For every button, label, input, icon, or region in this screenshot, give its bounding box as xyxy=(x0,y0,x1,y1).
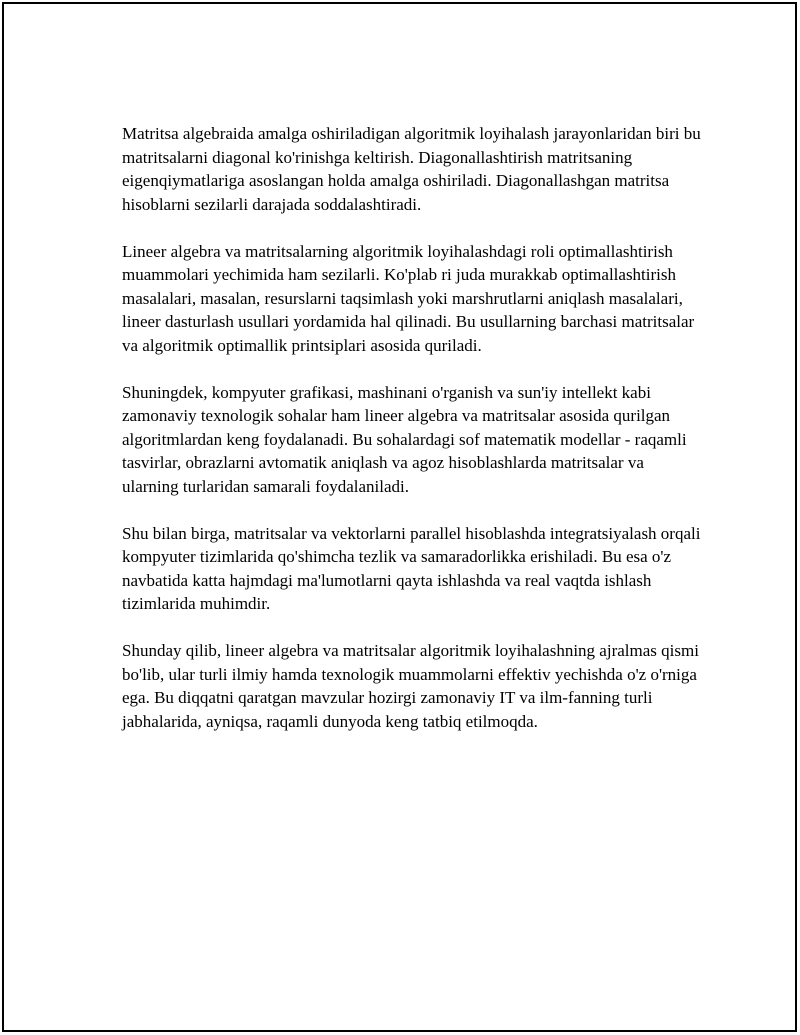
paragraph-4: Shu bilan birga, matritsalar va vektorlarni parallel hisoblashda integratsiyalash orqali kompyuter tizimlarida qo'shimcha tezlik va samaradorlikka erishiladi. Bu esa o'z navbatida katta hajmdagi ma'lumotlarni qayta ishlashda va real vaqtda ishlash tizimlarida muhimdir. xyxy=(122,523,701,613)
document-body xyxy=(122,122,704,757)
paragraph-2: Lineer algebra va matritsalarning algoritmik loyihalashdagi roli optimallashtirish muammolari yechimida ham sezilarli. Ko'plab ri juda murakkab optimallashtirish masalalari, masalan, resurslarni taqsimlash yoki marshrutlarni aniqlash masalalari, lineer dasturlash usullari yordamida hal qilinadi. Bu usullarning barchasi matritsalar va algoritmik optimallik printsiplari asosida quriladi. xyxy=(122,241,695,355)
paragraph-1: Matritsa algebraida amalga oshiriladigan algoritmik loyihalash jarayonlaridan biri bu matritsalarni diagonal ko'rinishga keltirish. Diagonallashtirish matritsaning eigenqiymatlariga asoslangan holda amalga oshiriladi. Diagonallashgan matritsa hisoblarni sezilarli darajada soddalashtiradi. xyxy=(122,124,701,214)
paragraph-3: Shuningdek, kompyuter grafikasi, mashinani o'rganish va sun'iy intellekt kabi zamonaviy texnologik sohalar ham lineer algebra va matritsalar asosida qurilgan algoritmlardan keng foydalanadi. Bu sohalardagi sof matematik modellar - raqamli tasvirlar, obrazlarni avtomatik aniqlash va agoz hisoblashlarda matritsalar va ularning turlaridan samarali foydalaniladi. xyxy=(122,382,687,496)
page-frame xyxy=(2,2,797,1032)
paragraph-5: Shunday qilib, lineer algebra va matritsalar algoritmik loyihalashning ajralmas qismi bo'lib, ular turli ilmiy hamda texnologik muammolarni effektiv yechishda o'z o'rniga ega. Bu diqqatni qaratgan mavzular hozirgi zamonaviy IT va ilm-fanning turli jabhalarida, ayniqsa, raqamli dunyoda keng tatbiq etilmoqda. xyxy=(122,641,699,731)
